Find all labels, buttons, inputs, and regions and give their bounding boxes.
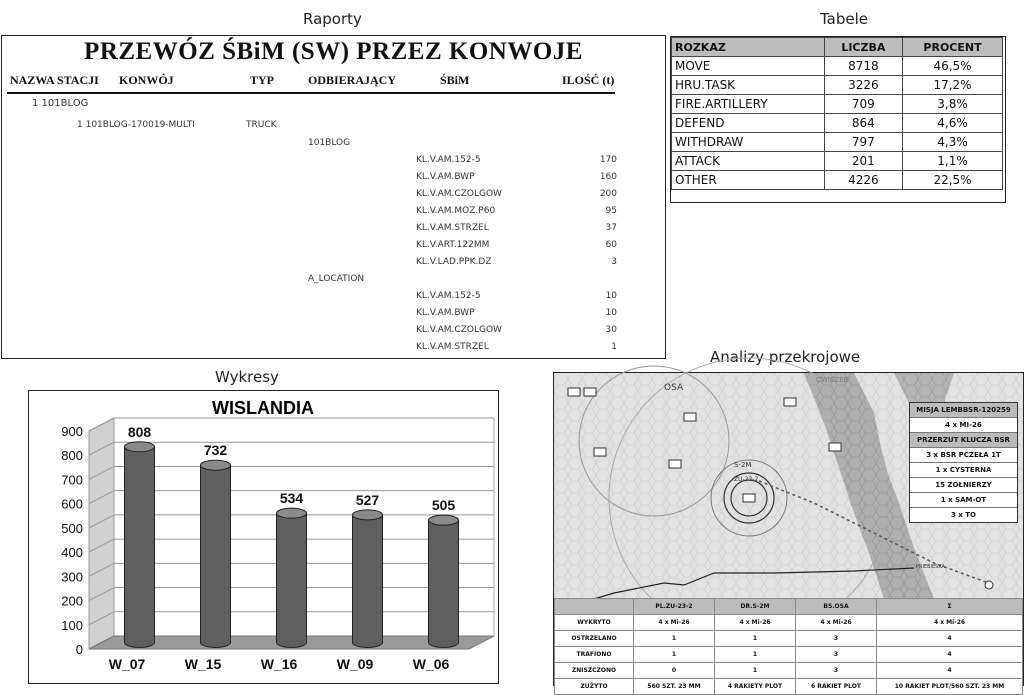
town-marker <box>985 581 993 589</box>
table-cell: 4 <box>877 631 1023 647</box>
header-sbim: ŚBiM <box>440 73 470 87</box>
table-row <box>672 76 1003 95</box>
table-cell: 4 x Mi-26 <box>877 615 1023 631</box>
item-name: KL.V.AM.BWP <box>416 308 475 318</box>
item-qty: 1 <box>611 342 617 352</box>
table-cell: OTHER <box>672 171 825 190</box>
unit-icon <box>594 448 606 456</box>
report-title: PRZEWÓZ ŚBiM (SW) PRZEZ KONWOJE <box>84 38 583 65</box>
item-name: KL.V.AM.MOZ.P60 <box>416 206 496 216</box>
header-receiver: ODBIERAJĄCY <box>308 73 397 87</box>
data-label: 732 <box>203 442 228 459</box>
table-cell: OSTRZELANO <box>555 631 634 647</box>
table-cell: 201 <box>824 152 902 171</box>
table-header-row <box>672 38 1003 57</box>
table-cell: WYKRYTO <box>555 615 634 631</box>
column-header: LICZBA <box>824 38 902 57</box>
data-label: 527 <box>355 491 380 508</box>
data-label: 505 <box>431 497 456 514</box>
x-tick-label: W_07 <box>108 656 146 672</box>
mission-line: 3 x BSR PCZEŁA 1T <box>910 448 1017 463</box>
caption-analizy: Analizy przekrojowe <box>710 348 861 366</box>
unit-icon <box>584 388 596 396</box>
bar-top <box>353 510 383 520</box>
unit-icon <box>684 413 696 421</box>
item-qty: 37 <box>605 223 617 233</box>
item-qty: 30 <box>605 325 617 335</box>
table-cell: 17,2% <box>903 76 1003 95</box>
item-name: KL.V.AM.152-5 <box>416 291 481 301</box>
item-name: KL.V.AM.STRZEL <box>416 342 489 352</box>
table-cell: 3 <box>796 663 877 679</box>
table-row <box>672 171 1003 190</box>
header-convoy: KONWÓJ <box>119 73 174 87</box>
unit-icon <box>669 460 681 468</box>
caption-wykresy: Wykresy <box>215 368 279 386</box>
column-header: ROZKAZ <box>672 38 825 57</box>
table-cell: FIRE.ARTILLERY <box>672 95 825 114</box>
bar <box>277 513 307 647</box>
mission-line: 4 x MI-26 <box>910 418 1017 433</box>
item-name: KL.V.AM.CZOLGOW <box>416 189 502 199</box>
y-tick-label: 300 <box>61 569 83 585</box>
y-tick-label: 900 <box>61 424 83 439</box>
y-tick-label: 800 <box>61 448 83 464</box>
x-tick-label: W_06 <box>412 656 450 672</box>
table-cell: 6 RAKIET PLOT <box>796 679 877 695</box>
station-name: 1 101BLOG <box>32 98 89 109</box>
bar <box>353 515 383 648</box>
table-row <box>555 663 1023 679</box>
table-cell: 1 <box>715 631 796 647</box>
report-panel <box>1 35 666 359</box>
y-tick-label: 400 <box>61 545 83 561</box>
y-axis-ticks <box>61 424 83 657</box>
column-header <box>555 599 634 615</box>
table-row <box>555 631 1023 647</box>
table-row <box>672 114 1003 133</box>
bar <box>201 465 231 647</box>
unit-icon <box>743 494 755 502</box>
table-row <box>555 647 1023 663</box>
x-tick-label: W_15 <box>184 656 222 672</box>
table-cell: ZNISZCZONO <box>555 663 634 679</box>
item-qty: 170 <box>599 155 617 165</box>
item-qty: 10 <box>605 291 617 301</box>
table-cell: WITHDRAW <box>672 133 825 152</box>
analysis-table <box>554 598 1023 695</box>
table-cell: 4 x Mi-26 <box>715 615 796 631</box>
item-name: KL.V.ART.122MM <box>416 240 490 250</box>
column-header: BS.OSA <box>796 599 877 615</box>
table-cell: 0 <box>634 663 715 679</box>
orders-table <box>671 37 1003 190</box>
column-header: DR.S-2M <box>715 599 796 615</box>
table-cell: 46,5% <box>903 57 1003 76</box>
table-cell: 4 <box>877 663 1023 679</box>
mission-line: 1 x SAM-OT <box>910 493 1017 508</box>
x-tick-label: W_09 <box>336 656 374 672</box>
table-cell: 4,3% <box>903 133 1003 152</box>
item-name: KL.V.AM.152-5 <box>416 155 481 165</box>
table-cell: 4 x Mi-26 <box>796 615 877 631</box>
data-label: 534 <box>279 490 304 507</box>
map-label-s2m: S-2M <box>734 461 752 469</box>
table-cell: 864 <box>824 114 902 133</box>
column-header: PROCENT <box>903 38 1003 57</box>
table-cell: 4 <box>877 647 1023 663</box>
header-rule <box>7 92 615 94</box>
chart-title: WISLANDIA <box>212 398 314 418</box>
y-tick-label: 200 <box>61 593 83 609</box>
item-qty: 60 <box>605 240 617 250</box>
table-cell: 4 x Mi-26 <box>634 615 715 631</box>
unit-icon <box>829 443 841 451</box>
header-qty: ILOŚĆ (t) <box>562 73 615 87</box>
table-cell: 3 <box>796 647 877 663</box>
chart-panel <box>28 390 499 684</box>
table-cell: 4,6% <box>903 114 1003 133</box>
map-label-top: CWIEZEB <box>816 376 849 384</box>
y-tick-label: 100 <box>61 617 83 633</box>
bar-top <box>201 460 231 470</box>
table-cell: 560 SZT. 23 MM <box>634 679 715 695</box>
mission-line: 3 x TO <box>951 511 976 519</box>
table-cell: 3,8% <box>903 95 1003 114</box>
analysis-panel <box>553 372 1024 690</box>
table-row <box>672 133 1003 152</box>
x-axis-ticks <box>109 656 450 672</box>
y-tick-label: 700 <box>61 472 83 488</box>
table-cell: MOVE <box>672 57 825 76</box>
table-header-row <box>555 599 1023 615</box>
y-tick-label: 0 <box>75 642 83 657</box>
table-cell: 1 <box>634 631 715 647</box>
unit-icon <box>784 398 796 406</box>
column-header: Σ <box>877 599 1023 615</box>
convoy-name: 1 101BLOG-170019-MULTI <box>77 120 195 130</box>
table-cell: 3 <box>796 631 877 647</box>
caption-tabele: Tabele <box>820 10 869 28</box>
table-cell: 4 RAKIETY PLOT <box>715 679 796 695</box>
table-cell: 22,5% <box>903 171 1003 190</box>
orders-table-panel <box>670 36 1006 203</box>
item-qty: 200 <box>599 189 617 199</box>
x-tick-label: W_16 <box>260 656 298 672</box>
table-cell: ATTACK <box>672 152 825 171</box>
table-cell: 8718 <box>824 57 902 76</box>
item-name: KL.V.AM.CZOLGOW <box>416 325 502 335</box>
table-cell: 1 <box>715 647 796 663</box>
item-name: KL.V.AM.STRZEL <box>416 223 489 233</box>
table-cell: 709 <box>824 95 902 114</box>
table-cell: 10 RAKIET PLOT/560 SZT. 23 MM <box>877 679 1023 695</box>
table-cell: 1 <box>634 647 715 663</box>
y-tick-label: 500 <box>61 520 83 536</box>
table-row <box>672 152 1003 171</box>
map-label-town: PRIEBIESKA <box>916 564 945 570</box>
caption-raporty: Raporty <box>303 10 362 28</box>
table-row <box>555 679 1023 695</box>
bar-chart <box>29 391 498 683</box>
table-cell: 3226 <box>824 76 902 95</box>
table-cell: 1 <box>715 663 796 679</box>
bar <box>125 447 155 648</box>
mission-line: MISJA LEMBBSR-120259 <box>910 403 1017 418</box>
table-cell: TRAFIONO <box>555 647 634 663</box>
item-qty: 3 <box>611 257 617 267</box>
bar-top <box>277 508 307 518</box>
item-qty: 10 <box>605 308 617 318</box>
bar-top <box>429 515 459 525</box>
table-row <box>555 615 1023 631</box>
receiver-name: A_LOCATION <box>308 274 365 284</box>
bar-top <box>125 442 155 452</box>
column-header: PL.ZU-23-2 <box>634 599 715 615</box>
y-tick-label: 600 <box>61 496 83 512</box>
table-row <box>672 95 1003 114</box>
item-qty: 160 <box>599 172 617 182</box>
item-name: KL.V.AM.BWP <box>416 172 475 182</box>
data-label: 808 <box>127 423 152 440</box>
unit-icon <box>568 388 580 396</box>
receiver-name: 101BLOG <box>308 138 351 148</box>
header-station: NAZWA STACJI <box>10 73 99 87</box>
table-cell: 1,1% <box>903 152 1003 171</box>
mission-box <box>909 402 1018 523</box>
bar <box>429 520 459 647</box>
chart-side-wall <box>89 418 114 649</box>
table-cell: HRU.TASK <box>672 76 825 95</box>
header-type: TYP <box>250 73 274 87</box>
table-cell: ZUŻYTO <box>555 679 634 695</box>
mission-line: 1 x CYSTERNA <box>910 463 1017 478</box>
mission-line: PRZERZUT KLUCZA BSR <box>910 433 1017 448</box>
map-label-zu: ZU-23-2 <box>734 476 759 483</box>
item-qty: 95 <box>605 206 617 216</box>
item-name: KL.V.LAD.PPK.DZ <box>416 257 492 267</box>
table-cell: DEFEND <box>672 114 825 133</box>
table-cell: 4226 <box>824 171 902 190</box>
table-row <box>672 57 1003 76</box>
convoy-type: TRUCK <box>246 120 277 130</box>
table-cell: 797 <box>824 133 902 152</box>
mission-line: 15 ZOŁNIERZY <box>910 478 1017 493</box>
map-label-osa: OSA <box>664 383 684 393</box>
